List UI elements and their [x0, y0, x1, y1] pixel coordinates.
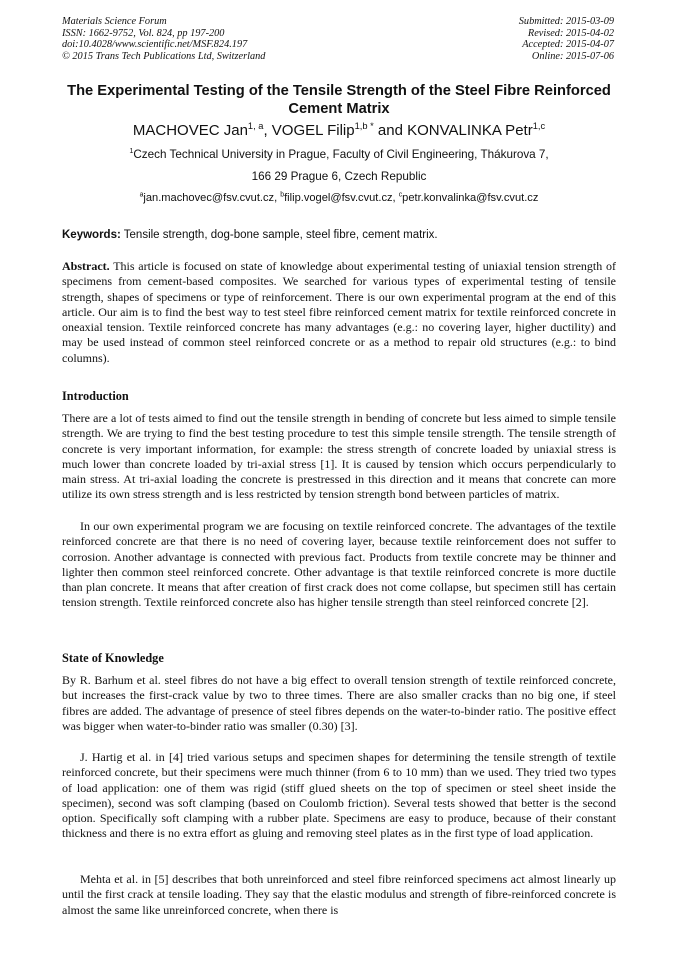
introduction-paragraph-1: There are a lot of tests aimed to find out the tensile strength in bending of concrete but less aimed to simple tensile strength. We are trying to find the best testing procedure to test this simple tensile strength. The tensile strength of concrete is very important information, for example: the stress strength of concrete loaded by uniaxial stress is much lower than concrete loaded by tri-axial stress [1]. It is caused by tension which occurs perpendicularly to main stress. At tri-axial loading the concrete is prestressed in this direction and it means that concrete can more utilize its own stress strength and is less restricted by tension strength bond between particles of matrix.	[62, 411, 616, 502]
affiliation-marker: 1	[129, 146, 134, 156]
author-2: VOGEL Filip	[271, 122, 355, 139]
accepted-date: Accepted: 2015-04-07	[522, 39, 614, 51]
author-separator: and	[377, 122, 408, 139]
doi-line: doi:10.4028/www.scientific.net/MSF.824.197	[62, 39, 248, 51]
author-1-affil: 1, a	[247, 121, 264, 131]
state-paragraph-3: Mehta et al. in [5] describes that both unreinforced and steel fibre reinforced specimens act almost linearly up until the first crack at tensile loading. They say that the elastic modulus and strength of fibre-reinforced concrete is almost the same like unreinforced concrete, when there is	[62, 872, 616, 917]
introduction-paragraph-2: In our own experimental program we are focusing on textile reinforced concrete. The advantages of the textile reinforced concrete are that there is no need of covering layer, because textile reinforcement does not suffer to corrosion. Another advantage is connected with previous fact. Products from textile concrete may be thinner and lighter then common steel reinforced concrete. Other advantage is that textile reinforced concrete is more ductile than plan concrete. It means that after creation of first crack does not come collapse, but specimen still has certain tension strength. Textile reinforced concrete also has higher tensile strength than steel reinforced concrete [2].	[62, 519, 616, 610]
online-date: Online: 2015-07-06	[531, 50, 614, 62]
state-paragraph-1: By R. Barhum et al. steel fibres do not have a big effect to overall tension strength of textile reinforced concrete, but increases the first-crack value by two to three times. There are also smaller cracks than no big one, if steel fibres are added. The advantage of presence of steel fibres depends on the water-to-binder ratio. The positive effect was bigger when water-to-binder ratio was smaller (0.30) [3].	[62, 673, 616, 733]
author-3: KONVALINKA Petr	[407, 122, 533, 139]
state-paragraph-2: J. Hartig et al. in [4] tried various setups and specimen shapes for determining the tensile strength of textile reinforced concrete, but their specimens were much thinner (from 6 to 10 mm) than we used. They tried two types of load application: one of them was rigid (stiff glued sheets on the top of specimen or steel sheet inside the specimen), second was soft clamping (based on Coulomb friction). Several tests showed that better is the second option. Specifically soft clamping with a rubber plate. Specimens are easy to produce, because of their constant thickness and there is no extra effort as gluing and removing steel plates as in the first type of load application.	[62, 750, 616, 841]
revised-date: Revised: 2015-04-02	[527, 27, 614, 39]
paper-title: The Experimental Testing of the Tensile Strength of the Steel Fibre Reinforced Cement Matrix	[67, 83, 611, 117]
journal-name: Materials Science Forum	[62, 16, 167, 27]
author-3-affil: 1,c	[532, 121, 546, 131]
dates-info	[519, 16, 614, 62]
affiliation-line-1: $^1$Czech Technical University in Prague, Faculty of Civil Engineering, Thákurova 7,	[129, 146, 549, 161]
author-1: MACHOVEC Jan	[132, 122, 248, 139]
submitted-date: Submitted: 2015-03-09	[518, 16, 614, 27]
author-separator: ,	[263, 122, 272, 139]
keywords	[62, 228, 438, 242]
state-of-knowledge-heading: State of Knowledge	[62, 651, 164, 665]
author-2-affil: 1,b *	[354, 121, 374, 131]
abstract-text: This article is focused on state of knowledge about experimental testing of uniaxial tension strength of specimens from cement-based composites. We searched for various types of experimental testing of tensile strength, shapes of specimens or type of reinforcement. There is our own experimental program at the end of this article. Our aim is to find the best way to test steel fibre reinforced cement matrix for textile reinforced concrete in oneaxial tension. Textile reinforced concrete has many advantages (e.g.: no covering layer, higher ductility) and may be used instead of common steel reinforced concrete or as a method to repair old structures (e.g.: to bind columns).	[62, 259, 616, 365]
copyright-line: © 2015 Trans Tech Publications Ltd, Switzerland	[62, 50, 266, 62]
author-list	[62, 122, 616, 140]
email-b: filip.vogel@fsv.cvut.cz,	[284, 192, 399, 204]
abstract	[62, 259, 616, 366]
introduction-heading: Introduction	[62, 389, 129, 403]
journal-info	[62, 16, 265, 62]
affiliation-line-2: 166 29 Prague 6, Czech Republic	[251, 170, 427, 183]
keywords-text: Tensile strength, dog-bone sample, steel fibre, cement matrix.	[120, 229, 438, 241]
author-emails: $^a$jan.machovec@fsv.cvut.cz, $^b$filip.vogel@fsv.cvut.cz, $^c$petr.konvalinka@fsv.cvut.cz	[139, 191, 539, 204]
issn-line: ISSN: 1662-9752, Vol. 824, pp 197-200	[62, 27, 225, 39]
keywords-label: Keywords:	[62, 229, 121, 241]
email-a: jan.machovec@fsv.cvut.cz,	[143, 192, 281, 204]
email-c: petr.konvalinka@fsv.cvut.cz	[402, 192, 539, 204]
abstract-label: Abstract.	[62, 259, 110, 273]
